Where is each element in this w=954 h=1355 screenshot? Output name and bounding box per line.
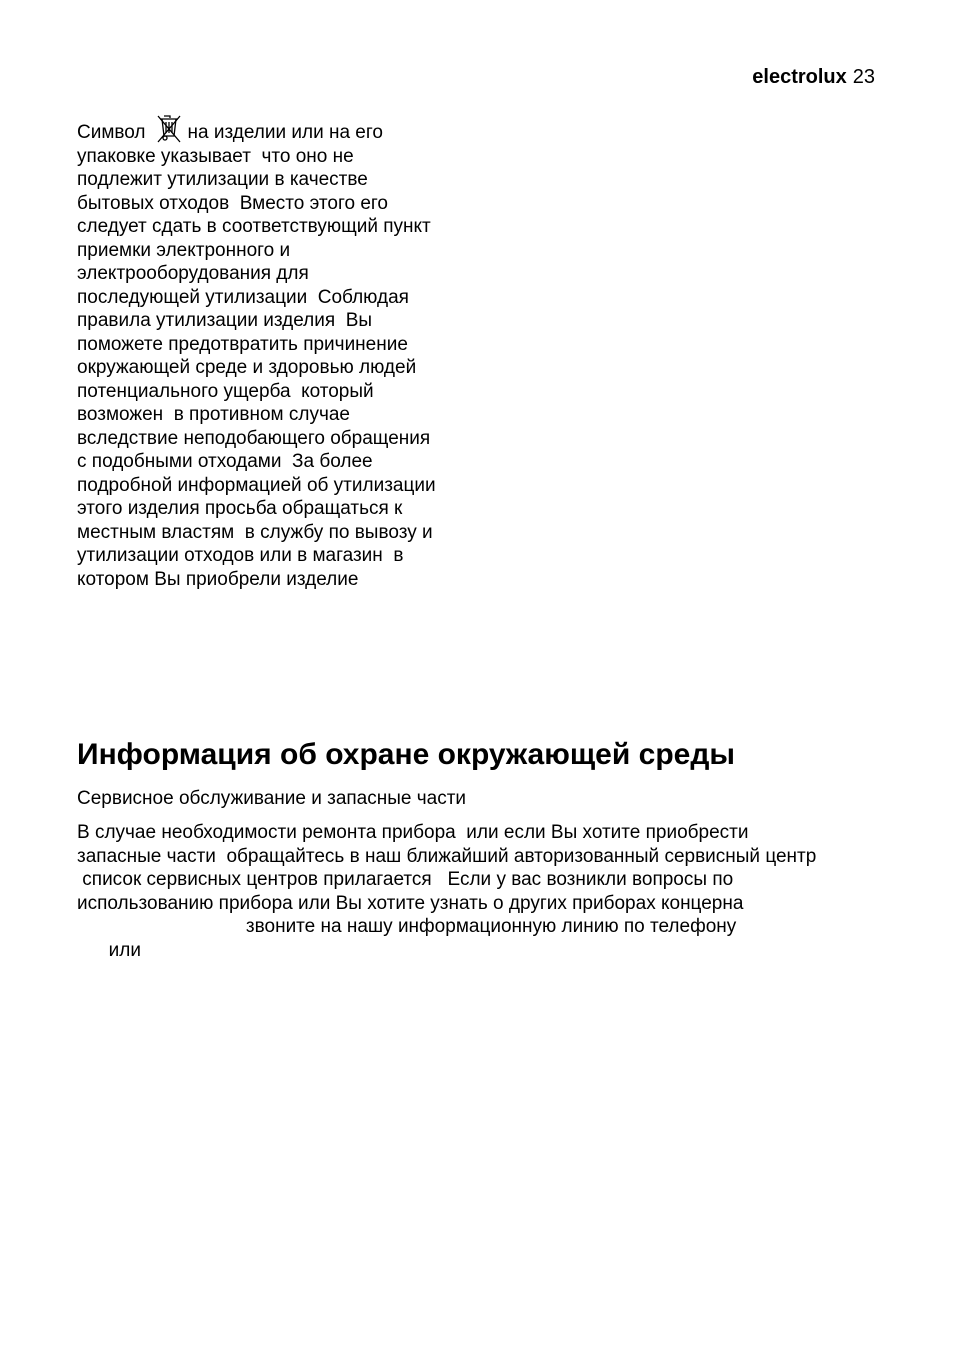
service-line: или [77,939,141,961]
disposal-line: подробной информацией об утилизации [77,474,436,496]
disposal-line: последующей утилизации Соблюдая [77,286,409,308]
disposal-line: утилизации отходов или в магазин в [77,545,404,566]
brand-name: electrolux [752,66,847,88]
section-subheading: Сервисное обслуживание и запасные части [77,788,467,809]
disposal-line: вследствие неподобающего обращения [77,427,431,449]
disposal-first-rest: на изделии или на его [187,122,383,143]
page-number: 23 [852,66,875,88]
crossed-out-wheelie-bin-icon [156,114,182,144]
service-line: использованию прибора или Вы хотите узнать о других приборах концерна [77,892,744,914]
disposal-line: местным властям в службу по вывозу и [77,521,433,543]
disposal-line-0 [77,114,477,145]
disposal-paragraph [77,114,477,591]
disposal-line: следует сдать в соответствующий пункт [77,216,431,237]
disposal-line: бытовых отходов Вместо этого его [77,192,388,214]
disposal-line: приемки электронного и [77,239,291,261]
disposal-line: упаковке указывает что оно не [77,145,354,167]
disposal-line: электрооборудования для [77,263,309,284]
disposal-line: поможете предотвратить причинение [77,333,408,355]
disposal-first-word: Символ [77,122,146,143]
disposal-line: с подобными отходами За более [77,451,373,472]
service-line: список сервисных центров прилагается Если у вас возникли вопросы по [77,869,734,890]
disposal-line: подлежит утилизации в качестве [77,169,368,190]
disposal-line: правила утилизации изделия Вы [77,310,373,331]
disposal-line: возможен в противном случае [77,404,350,425]
disposal-line: потенциального ущерба который [77,380,374,402]
service-line: звоните на нашу информационную линию по телефону [77,916,737,937]
service-paragraph [77,821,887,962]
disposal-line: котором Вы приобрели изделие [77,568,359,590]
section-title: Информация об охране окружающей среды [77,738,735,771]
disposal-line: окружающей среде и здоровью людей [77,357,417,378]
disposal-line: этого изделия просьба обращаться к [77,498,403,519]
service-line: В случае необходимости ремонта прибора или если Вы хотите приобрести [77,822,749,843]
page-header [752,64,875,90]
service-line: запасные части обращайтесь в наш ближайший авторизованный сервисный центр [77,845,817,867]
